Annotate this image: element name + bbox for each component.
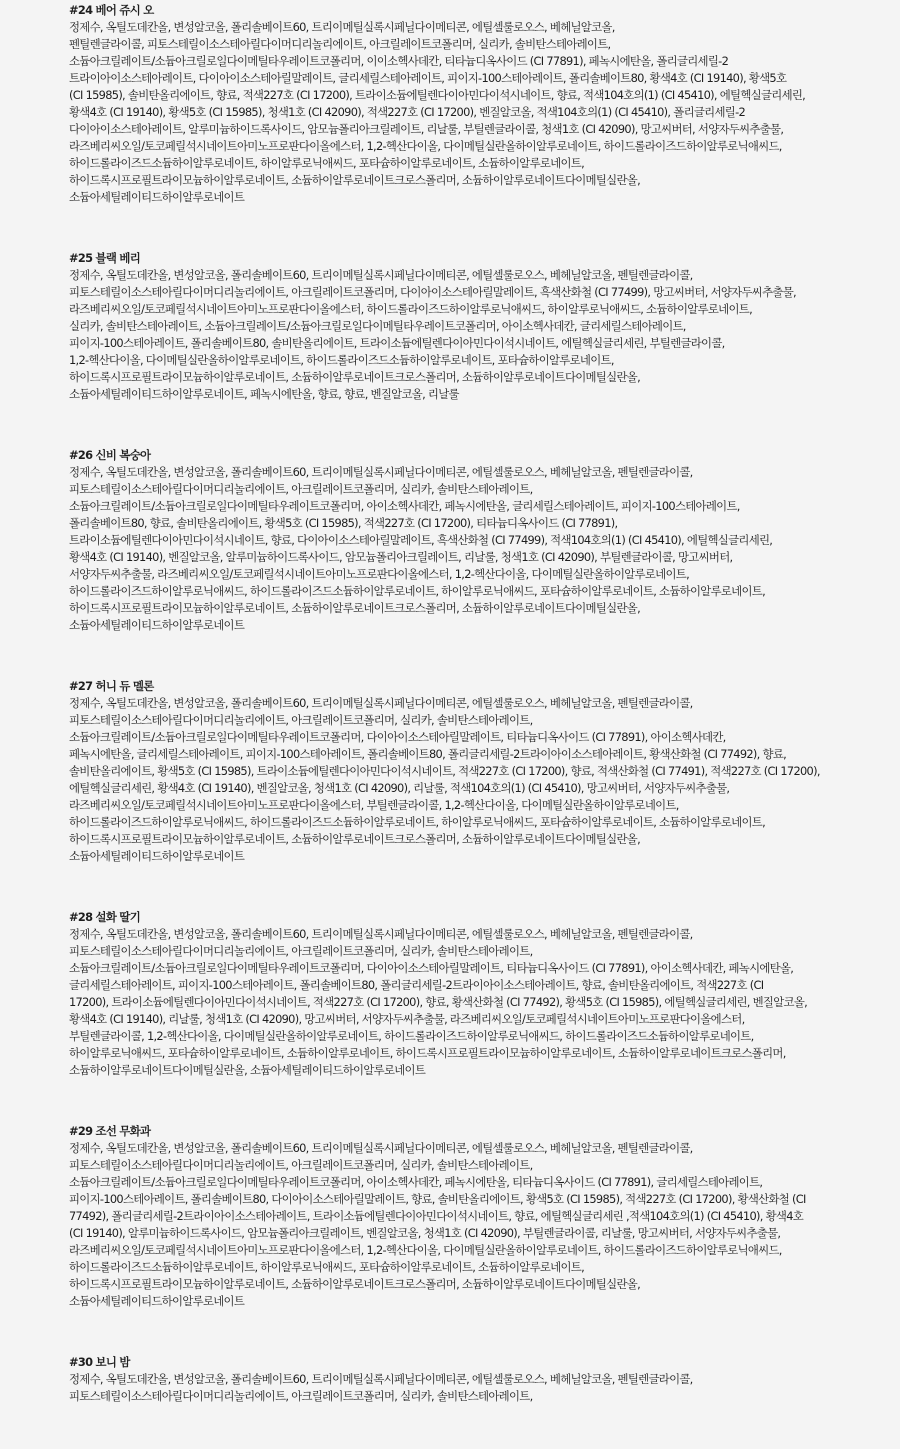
- ingredient-text-line: 하이드롤라이즈드소듐하이알루로네이트, 하이알루로닉애씨드, 포타슘하이알루로네이트, 소듐하이알루로네이트,: [69, 1260, 585, 1274]
- ingredient-text-line: 소듐아크릴레이트/소듐아크릴로일다이메틸타우레이트코폴리머, 다이아이소스테아릴말레이트, 티타늄디옥사이드 (CI 77891), 아이소헥사데칸, 페녹시에탄올,: [69, 961, 794, 975]
- ingredient-text-line: (CI 19140), 알루미늄하이드록사이드, 암모늄폴리아크릴레이트, 벤질알코올, 청색1호 (CI 42090), 부틸렌글라이콜, 리날룰, 망고씨버터, 서양자두씨추출물,: [69, 1226, 781, 1240]
- ingredient-text-line: 하이드록시프로필트라이모늄하이알루로네이트, 소듐하이알루로네이트크로스폴리머, 소듐하이알루로네이트다이메틸실란올,: [69, 832, 640, 846]
- ingredient-text-line: 에틸헥실글리세린, 황색4호 (CI 19140), 벤질알코올, 청색1호 (CI 42090), 리날룰, 적색104호의(1) (CI 45410), 망고씨버터, 서양자두씨추출물,: [69, 781, 730, 795]
- ingredient-text-line: 정제수, 옥틸도데칸올, 변성알코올, 폴리솔베이트60, 트리이메틸실록시페닐다이메티콘, 에틸셀룰로오스, 베헤닐알코올, 펜틸렌글라이콜,: [69, 465, 693, 479]
- ingredient-text-line: 소듐아크릴레이트/소듐아크릴로일다이메틸타우레이트코폴리머, 이이소헥사데칸, 티타늄디옥사이드 (CI 77891), 페녹시에탄올, 폴리글리세릴-2: [69, 54, 729, 68]
- ingredient-text-line: 소듐아세틸레이티드하이알루로네이트: [69, 1294, 245, 1308]
- ingredient-text-line: 정제수, 옥틸도데칸올, 변성알코올, 폴리솔베이트60, 트리이메틸실록시페닐다이메티콘, 에틸셀룰로오스, 베헤닐알코올,: [69, 20, 615, 34]
- ingredient-text-line: 소듐아세틸레이티드하이알루로네이트: [69, 849, 245, 863]
- product-title: #29 조선 무화과: [69, 1124, 151, 1138]
- ingredient-text-line: 트라이아이소스테아레이트, 다이아이소스테아릴말레이트, 글리세릴스테아레이트, 피이지-100스테아레이트, 폴리솔베이트80, 황색4호 (CI 19140), 황색5호: [69, 71, 787, 85]
- ingredient-text-line: 17200), 트라이소듐에틸렌다이아민다이석시네이트, 적색227호 (CI 17200), 향료, 황색산화철 (CI 77492), 황색5호 (CI 15985), 에틸헥실글리세린, 벤질알코올,: [69, 995, 808, 1009]
- ingredient-text-line: 라즈베리씨오일/토코페릴석시네이트아미노프로판다이올에스터, 1,2-헥산다이올, 다이메틸실란올하이알루로네이트, 하이드롤라이즈드하이알루로닉애씨드,: [69, 139, 782, 153]
- ingredient-text-line: 77492), 폴리글리세릴-2트라이아이소스테아레이트, 트라이소듐에틸렌다이아민다이석시네이트, 향료, 에틸헥실글리세린 ,적색104호의(1) (CI 45410), 황색4호: [69, 1209, 804, 1223]
- ingredient-text-line: 하이드록시프로필트라이모늄하이알루로네이트, 소듐하이알루로네이트크로스폴리머, 소듐하이알루로네이트다이메틸실란올,: [69, 601, 640, 615]
- ingredient-text-line: 페녹시에탄올, 글리세릴스테아레이트, 피이지-100스테아레이트, 폴리솔베이트80, 폴리글리세릴-2트라이아이소스테아레이트, 황색산화철 (CI 77492), 향료,: [69, 747, 787, 761]
- ingredient-text-line: 라즈베리씨오일/토코페릴석시네이트아미노프로판다이올에스터, 하이드롤라이즈드하이알루로닉애씨드, 하이알루로닉애씨드, 소듐하이알루로네이트,: [69, 302, 753, 316]
- product-ingredient-list: [69, 2, 849, 1449]
- ingredient-text-line: 소듐하이알루로네이트다이메틸실란올, 소듐아세틸레이티드하이알루로네이트: [69, 1063, 426, 1077]
- ingredient-text-line: 소듐아세틸레이티드하이알루로네이트: [69, 618, 245, 632]
- product-title: #28 설화 딸기: [69, 910, 141, 924]
- ingredient-text-line: 소듐아크릴레이트/소듐아크릴로일다이메틸타우레이트코폴리머, 아이소헥사데칸, 페녹시에탄올, 글리세릴스테아레이트, 피이지-100스테아레이트,: [69, 499, 740, 513]
- ingredient-text-line: 라즈베리씨오일/토코페릴석시네이트아미노프로판다이올에스터, 부틸렌글라이콜, 1,2-헥산다이올, 다이메틸실란올하이알루로네이트,: [69, 798, 679, 812]
- ingredient-text-line: (CI 15985), 솔비탄올리에이트, 향료, 적색227호 (CI 17200), 트라이소듐에틸렌다이아민다이석시네이트, 향료, 적색104호의(1) (CI 45410), 에틸헥실글리세린,: [69, 88, 806, 102]
- ingredient-text-line: 펜틸렌글라이콜, 피토스테릴이소스테아릴다이머디리놀리에이트, 아크릴레이트코폴리머, 실리카, 솔비탄스테아레이트,: [69, 37, 611, 51]
- ingredient-text-line: 피이지-100스테아레이트, 폴리솔베이트80, 솔비탄올리에이트, 트라이소듐에틸렌다이아민다이석시네이트, 에틸헥실글리세린, 부틸렌글라이콜,: [69, 336, 725, 350]
- ingredient-text-line: 피토스테릴이소스테아릴다이머디리놀리에이트, 아크릴레이트코폴리머, 다이아이소스테아릴말레이트, 흑색산화철 (CI 77499), 망고씨버터, 서양자두씨추출물,: [69, 285, 796, 299]
- product-title: #27 허니 듀 멜론: [69, 679, 154, 693]
- ingredient-text-line: 정제수, 옥틸도데칸올, 변성알코올, 폴리솔베이트60, 트리이메틸실록시페닐다이메티콘, 에틸셀룰로오스, 베헤닐알코올, 펜틸렌글라이콜,: [69, 696, 693, 710]
- ingredient-text-line: 정제수, 옥틸도데칸올, 변성알코올, 폴리솔베이트60, 트리이메틸실록시페닐다이메티콘, 에틸셀룰로오스, 베헤닐알코올, 펜틸렌글라이콜,: [69, 268, 693, 282]
- ingredient-text-line: 정제수, 옥틸도데칸올, 변성알코올, 폴리솔베이트60, 트리이메틸실록시페닐다이메티콘, 에틸셀룰로오스, 베헤닐알코올, 펜틸렌글라이콜,: [69, 1141, 693, 1155]
- product-section: [69, 909, 849, 1079]
- ingredient-text-line: 피토스테릴이소스테아릴다이머디리놀리에이트, 아크릴레이트코폴리머, 실리카, 솔비탄스테아레이트,: [69, 1158, 533, 1172]
- ingredient-text-line: 하이드롤라이즈드소듐하이알루로네이트, 하이알루로닉애씨드, 포타슘하이알루로네이트, 소듐하이알루로네이트,: [69, 156, 585, 170]
- ingredient-text-line: 피이지-100스테아레이트, 폴리솔베이트80, 다이아이소스테아릴말레이트, 향료, 솔비탄올리에이트, 황색5호 (CI 15985), 적색227호 (CI 17200), 황색산화철 (CI: [69, 1192, 806, 1206]
- ingredient-text-line: 하이드롤라이즈드하이알루로닉애씨드, 하이드롤라이즈드소듐하이알루로네이트, 하이알루로닉애씨드, 포타슘하이알루로네이트, 소듐하이알루로네이트,: [69, 815, 766, 829]
- product-title: #30 보니 밤: [69, 1355, 130, 1369]
- ingredient-text-line: 피토스테릴이소스테아릴다이머디리놀리에이트, 아크릴레이트코폴리머, 실리카, 솔비탄스테아레이트,: [69, 944, 533, 958]
- ingredient-text-line: 솔비탄올리에이트, 황색5호 (CI 15985), 트라이소듐에틸렌다이아민다이석시네이트, 적색227호 (CI 17200), 향료, 적색산화철 (CI 77491), 적색227호 (CI 17200),: [69, 764, 820, 778]
- ingredient-text-line: 소듐아크릴레이트/소듐아크릴로일다이메틸타우레이트코폴리머, 다이아이소스테아릴말레이트, 티타늄디옥사이드 (CI 77891), 아이소헥사데칸,: [69, 730, 726, 744]
- ingredient-text-line: 서양자두씨추출물, 라즈베리씨오일/토코페릴석시네이트아미노프로판다이올에스터, 1,2-헥산다이올, 다이메틸실란올하이알루로네이트,: [69, 567, 689, 581]
- ingredient-text-line: 하이드록시프로필트라이모늄하이알루로네이트, 소듐하이알루로네이트크로스폴리머, 소듐하이알루로네이트다이메틸실란올,: [69, 1277, 640, 1291]
- ingredient-text-line: 피토스테릴이소스테아릴다이머디리놀리에이트, 아크릴레이트코폴리머, 실리카, 솔비탄스테아레이트,: [69, 1389, 533, 1403]
- ingredient-text-line: 폴리솔베이트80, 향료, 솔비탄올리에이트, 황색5호 (CI 15985), 적색227호 (CI 17200), 티타늄디옥사이드 (CI 77891),: [69, 516, 618, 530]
- ingredient-text-line: 실리카, 솔비탄스테아레이트, 소듐아크릴레이트/소듐아크릴로일다이메틸타우레이트코폴리머, 아이소헥사데칸, 글리세릴스테아레이트,: [69, 319, 686, 333]
- ingredient-text-line: 부틸렌글라이콜, 1,2-헥산다이올, 다이메틸실란올하이알루로네이트, 하이드롤라이즈드하이알루로닉애씨드, 하이드롤라이즈드소듐하이알루로네이트,: [69, 1029, 754, 1043]
- product-section: [69, 447, 849, 634]
- ingredient-text-line: 하이드록시프로필트라이모늄하이알루로네이트, 소듐하이알루로네이트크로스폴리머, 소듐하이알루로네이트다이메틸실란올,: [69, 173, 640, 187]
- ingredient-text-line: 황색4호 (CI 19140), 리날룰, 청색1호 (CI 42090), 망고씨버터, 서양자두씨추출물, 라즈베리씨오일/토코페릴석시네이트아미노프로판다이올에스터,: [69, 1012, 745, 1026]
- product-section: [69, 1354, 849, 1405]
- ingredient-text-line: 황색4호 (CI 19140), 황색5호 (CI 15985), 청색1호 (CI 42090), 적색227호 (CI 17200), 벤질알코올, 적색104호의(1) (CI 45410), 폴리글리세릴-2: [69, 105, 746, 119]
- ingredient-text-line: 피토스테릴이소스테아릴다이머디리놀리에이트, 아크릴레이트코폴리머, 실리카, 솔비탄스테아레이트,: [69, 713, 533, 727]
- ingredient-text-line: 하이알루로닉애씨드, 포타슘하이알루로네이트, 소듐하이알루로네이트, 하이드록시프로필트라이모늄하이알루로네이트, 소듐하이알루로네이트크로스폴리머,: [69, 1046, 786, 1060]
- ingredient-text-line: 라즈베리씨오일/토코페릴석시네이트아미노프로판다이올에스터, 1,2-헥산다이올, 다이메틸실란올하이알루로네이트, 하이드롤라이즈드하이알루로닉애씨드,: [69, 1243, 782, 1257]
- ingredient-text-line: 소듐아크릴레이트/소듐아크릴로일다이메틸타우레이트코폴리머, 아이소헥사데칸, 페녹시에탄올, 티타늄디옥사이드 (CI 77891), 글리세릴스테아레이트,: [69, 1175, 763, 1189]
- ingredient-text-line: 글리세릴스테아레이트, 피이지-100스테아레이트, 폴리솔베이트80, 폴리글리세릴-2트라이아이소스테아레이트, 향료, 솔비탄올리에이트, 적색227호 (CI: [69, 978, 764, 992]
- ingredient-text-line: 다이아이소스테아레이트, 알루미늄하이드록사이드, 암모늄폴리아크릴레이트, 리날룰, 부틸렌글라이콜, 청색1호 (CI 42090), 망고씨버터, 서양자두씨추출물,: [69, 122, 784, 136]
- product-title: #24 베어 쥬시 오: [69, 3, 154, 17]
- product-section: [69, 1123, 849, 1310]
- ingredient-text-line: 피토스테릴이소스테아릴다이머디리놀리에이트, 아크릴레이트코폴리머, 실리카, 솔비탄스테아레이트,: [69, 482, 533, 496]
- ingredient-text-line: 정제수, 옥틸도데칸올, 변성알코올, 폴리솔베이트60, 트리이메틸실록시페닐다이메티콘, 에틸셀룰로오스, 베헤닐알코올, 펜틸렌글라이콜,: [69, 927, 693, 941]
- ingredient-text-line: 트라이소듐에틸렌다이아민다이석시네이트, 향료, 다이아이소스테아릴말레이트, 흑색산화철 (CI 77499), 적색104호의(1) (CI 45410), 에틸헥실글리세린,: [69, 533, 773, 547]
- ingredient-text-line: 하이드롤라이즈드하이알루로닉애씨드, 하이드롤라이즈드소듐하이알루로네이트, 하이알루로닉애씨드, 포타슘하이알루로네이트, 소듐하이알루로네이트,: [69, 584, 766, 598]
- ingredient-text-line: 정제수, 옥틸도데칸올, 변성알코올, 폴리솔베이트60, 트리이메틸실록시페닐다이메티콘, 에틸셀룰로오스, 베헤닐알코올, 펜틸렌글라이콜,: [69, 1372, 693, 1386]
- ingredient-text-line: 황색4호 (CI 19140), 벤질알코올, 알루미늄하이드록사이드, 암모늄폴리아크릴레이트, 리날룰, 청색1호 (CI 42090), 부틸렌글라이콜, 망고씨버터,: [69, 550, 733, 564]
- product-title: #26 신비 복숭아: [69, 448, 151, 462]
- product-section: [69, 2, 849, 206]
- ingredient-text-line: 하이드록시프로필트라이모늄하이알루로네이트, 소듐하이알루로네이트크로스폴리머, 소듐하이알루로네이트다이메틸실란올,: [69, 370, 640, 384]
- product-section: [69, 678, 849, 865]
- ingredient-text-line: 소듐아세틸레이티드하이알루로네이트, 페녹시에탄올, 향료, 향료, 벤질알코올, 리날룰: [69, 387, 459, 401]
- product-title: #25 블랙 베리: [69, 251, 141, 265]
- product-section: [69, 250, 849, 403]
- ingredient-text-line: 1,2-헥산다이올, 다이메틸실란올하이알루로네이트, 하이드롤라이즈드소듐하이알루로네이트, 포타슘하이알루로네이트,: [69, 353, 614, 367]
- ingredient-text-line: 소듐아세틸레이티드하이알루로네이트: [69, 190, 245, 204]
